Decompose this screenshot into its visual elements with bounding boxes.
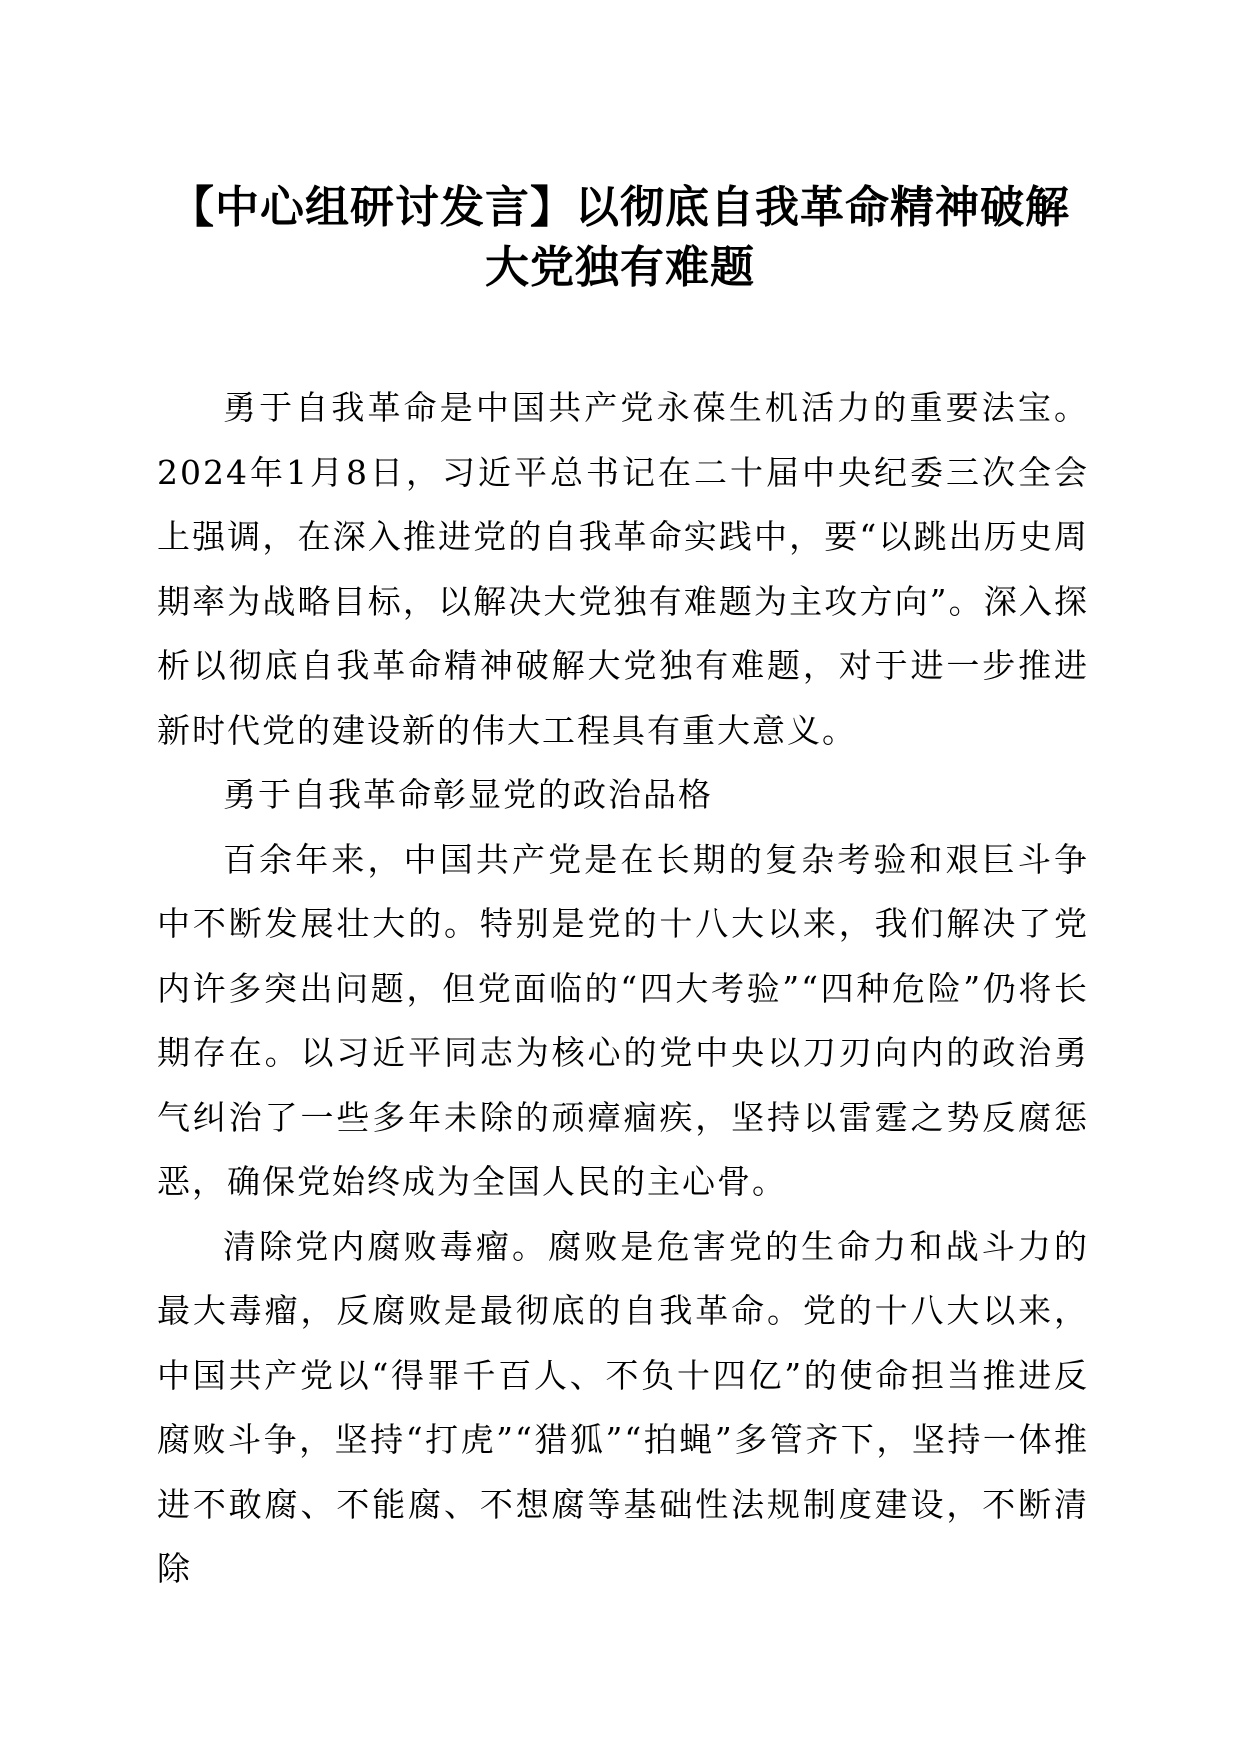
paragraph-history: 百余年来，中国共产党是在长期的复杂考验和艰巨斗争中不断发展壮大的。特别是党的十八大以来，我们解决了党内许多突出问题，但党面临的“四大考验”“四种危险”仍将长期存在。以习近平同志为核心的党中央以刀刃向内的政治勇气纠治了一些多年未除的顽瘴痼疾，坚持以雷霆之势反腐惩恶，确保党始终成为全国人民的主心骨。	[157, 839, 1089, 1201]
document-body	[157, 376, 1089, 1602]
section-heading: 勇于自我革命彰显党的政治品格	[223, 775, 713, 814]
title-line-2: 大党独有难题	[485, 242, 755, 293]
paragraph-anti-corruption: 清除党内腐败毒瘤。腐败是危害党的生命力和战斗力的最大毒瘤，反腐败是最彻底的自我革命。党的十八大以来，中国共产党以“得罪千百人、不负十四亿”的使命担当推进反腐败斗争，坚持“打虎”“猎狐”“拍蝇”多管齐下，坚持一体推进不敢腐、不能腐、不想腐等基础性法规制度建设，不断清除	[157, 1226, 1089, 1588]
document-title	[150, 178, 1090, 298]
title-line-1: 【中心组研讨发言】以彻底自我革命精神破解	[170, 182, 1070, 233]
paragraph-intro: 勇于自我革命是中国共产党永葆生机活力的重要法宝。2024年1月8日，习近平总书记在二十届中央纪委三次全会上强调，在深入推进党的自我革命实践中，要“以跳出历史周期率为战略目标，以解决大党独有难题为主攻方向”。深入探析以彻底自我革命精神破解大党独有难题，对于进一步推进新时代党的建设新的伟大工程具有重大意义。	[157, 388, 1089, 750]
